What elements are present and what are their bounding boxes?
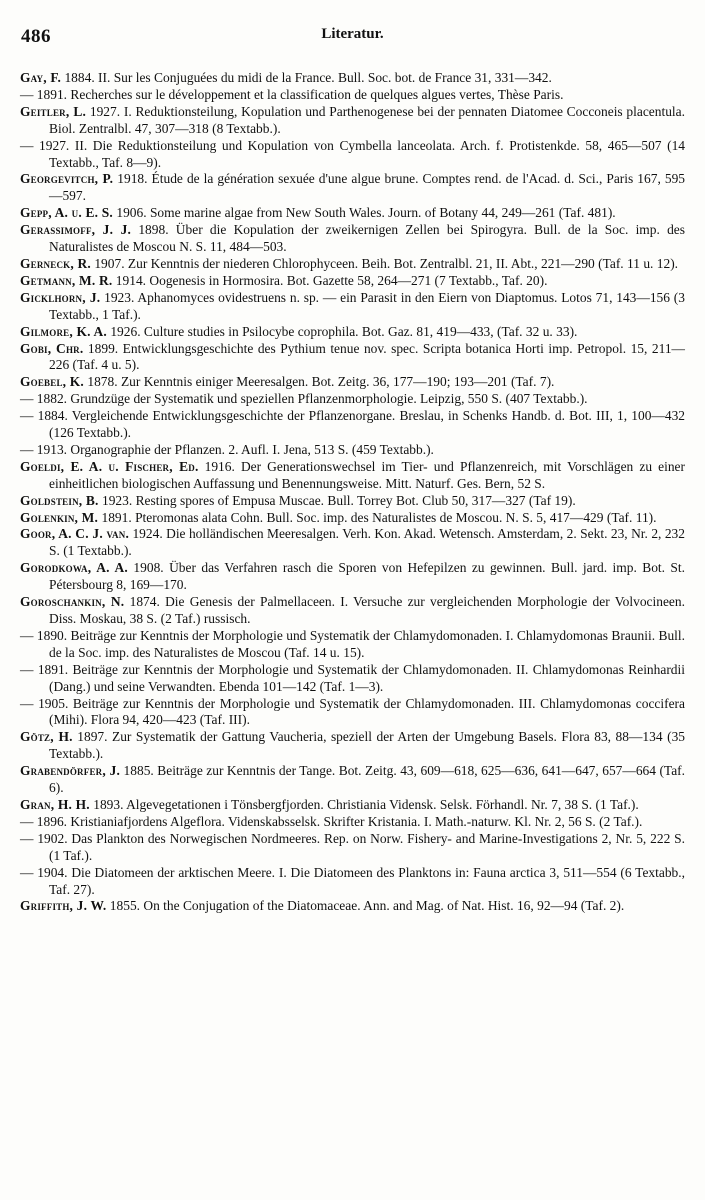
page-number: 486: [21, 26, 51, 47]
entry-citation: 1896. Kristianiafjordens Algeflora. Videnskabsselsk. Skrifter Kristania. I. Math.-naturw. Kl. Nr. 2, 56 S. (2 Taf.).: [36, 813, 643, 829]
entry-author: Gicklhorn, J.: [20, 289, 101, 305]
page-header: [20, 22, 685, 62]
bibliography-entry: [20, 560, 685, 594]
bibliography-entry: [20, 493, 685, 510]
entry-author: Getmann, M. R.: [20, 272, 113, 288]
entry-author: —: [20, 695, 39, 711]
bibliography-entry: [20, 526, 685, 560]
entry-author: —: [20, 441, 37, 457]
entry-author: Götz, H.: [20, 729, 73, 745]
entry-citation: 1923. Aphanomyces ovidestruens n. sp. — ein Parasit in den Eiern von Diaptomus. Lotos 71, 143—156 (3 Textabb., 1 Taf.).: [49, 289, 685, 322]
bibliography-entry: [20, 256, 685, 273]
entry-citation: 1905. Beiträge zur Kenntnis der Morphologie und Systematik der Chlamydomonaden. III. Chlamydomonas coccifera (Mihi). Flora 94, 420—423 (Taf. III).: [38, 695, 686, 728]
entry-citation: 1891. Recherches sur le développement et la classification de quelques algues vertes, Thèse Paris.: [36, 86, 564, 102]
bibliography-entry: [20, 459, 685, 493]
entry-citation: 1893. Algevegetationen i Tönsbergfjorden. Christiania Vidensk. Selsk. Förhandl. Nr. 7, 38 S. (1 Taf.).: [89, 796, 639, 812]
entry-author: Golenkin, M.: [20, 509, 99, 525]
entry-author: —: [20, 408, 38, 424]
entry-citation: 1884. II. Sur les Conjuguées du midi de la France. Bull. Soc. bot. de France 31, 331—342.: [61, 70, 552, 85]
entry-citation: 1891. Beiträge zur Kenntnis der Morphologie und Systematik der Chlamydomonaden. II. Chlamydomonas Reinhardii (Dang.) und seine Verwandten. Ebenda 101—142 (Taf. 1—3).: [37, 661, 685, 694]
bibliography-entry: [20, 628, 685, 662]
bibliography-entry: [20, 594, 685, 628]
entry-author: —: [20, 391, 37, 407]
entry-author: —: [20, 627, 37, 643]
entry-citation: 1906. Some marine algae from New South Wales. Journ. of Botany 44, 249—261 (Taf. 481).: [112, 205, 616, 221]
entry-citation: 1874. Die Genesis der Palmellaceen. I. Versuche zur vergleichenden Morphologie der Volvocineen. Diss. Moskau, 38 S. (2 Taf.) russisch.: [49, 594, 685, 626]
entry-citation: 1890. Beiträge zur Kenntnis der Morphologie und Systematik der Chlamydomonaden. I. Chlamydomonas Braunii. Bull. de la Soc. imp. des Naturalistes de Moscou (Taf. 14 u. 15).: [36, 627, 686, 660]
entry-citation: 1927. II. Die Reduktionsteilung und Kopulation von Cymbella lanceolata. Arch. f. Protistenkde. 58, 465—507 (14 Textabb., Taf. 8—9).: [39, 137, 686, 170]
bibliography-entry: [20, 70, 685, 87]
entry-author: Gepp, A. u. E. S.: [20, 205, 113, 221]
entry-citation: 1885. Beiträge zur Kenntnis der Tange. Bot. Zeitg. 43, 609—618, 625—636, 641—647, 657—664 (Taf. 6).: [49, 763, 686, 796]
entry-author: Georgevitch, P.: [20, 171, 114, 187]
bibliography-entry: [20, 324, 685, 341]
bibliography-entry: [20, 205, 685, 222]
bibliography-entry: [20, 104, 685, 138]
bibliography-entry: [20, 273, 685, 290]
entry-author: Gorodkowa, A. A.: [20, 560, 128, 576]
bibliography-entry: [20, 408, 685, 442]
entry-author: —: [20, 830, 38, 846]
bibliography-entry: [20, 797, 685, 814]
bibliography-entry: [20, 374, 685, 391]
entry-citation: 1882. Grundzüge der Systematik und speziellen Pflanzenmorphologie. Leipzig, 550 S. (407 Textabb.).: [36, 391, 588, 407]
entry-citation: 1891. Pteromonas alata Cohn. Bull. Soc. imp. des Naturalistes de Moscou. N. S. 5, 417—429 (Taf. 11).: [98, 509, 657, 525]
bibliography-entry: [20, 696, 685, 730]
entry-author: Goroschankin, N.: [20, 594, 125, 610]
entry-author: Gilmore, K. A.: [20, 323, 107, 339]
entry-author: Gran, H. H.: [20, 796, 90, 812]
entry-author: Grabendörfer, J.: [20, 763, 121, 779]
bibliography-entry: [20, 865, 685, 899]
entry-citation: 1923. Resting spores of Empusa Muscae. Bull. Torrey Bot. Club 50, 317—327 (Taf 19).: [98, 492, 576, 508]
entry-author: —: [20, 137, 40, 153]
entry-citation: 1898. Über die Kopulation der zweikernigen Zellen bei Spirogyra. Bull. de la Soc. imp. des Naturalistes de Moscou N. S. 11, 484—503.: [49, 222, 685, 255]
running-head: Literatur.: [321, 26, 384, 42]
bibliography-entry: [20, 662, 685, 696]
bibliography-entry: [20, 442, 685, 459]
entry-author: Goeldi, E. A. u. Fischer, Ed.: [20, 458, 199, 474]
entry-citation: 1916. Der Generationswechsel im Tier- und Pflanzenreich, mit Vorschlägen zu einer einheitlichen biologischen Auffassung und Benennungsweise. Mitt. Naturf. Ges. Bern, 52 S.: [49, 458, 685, 491]
bibliography-entry: [20, 391, 685, 408]
entry-citation: 1927. I. Reduktionsteilung, Kopulation und Parthenogenese bei der pennaten Diatomee Cocconeis placentula. Biol. Zentralbl. 47, 307—318 (8 Textabb.).: [49, 103, 685, 136]
entry-citation: 1926. Culture studies in Psilocybe coprophila. Bot. Gaz. 81, 419—433, (Taf. 32 u. 33).: [106, 323, 578, 339]
entry-author: —: [20, 86, 37, 102]
entry-author: Goebel, K.: [20, 374, 84, 390]
bibliography-entry: [20, 831, 685, 865]
bibliography-list: [20, 70, 685, 915]
entry-citation: 1914. Oogenesis in Hormosira. Bot. Gazette 58, 264—271 (7 Textabb., Taf. 20).: [112, 272, 548, 288]
entry-citation: 1884. Vergleichende Entwicklungsgeschichte der Pflanzenorgane. Breslau, in Schenks Handb. d. Bot. III, 1, 100—432 (126 Textabb.).: [37, 408, 686, 441]
entry-citation: 1918. Étude de la génération sexuée d'une algue brune. Comptes rend. de l'Acad. d. Sci., Paris 167, 595—597.: [49, 171, 686, 204]
entry-citation: 1897. Zur Systematik der Gattung Vaucheria, speziell der Arten der Umgebung Basels. Flora 83, 88—134 (35 Textabb.).: [49, 729, 686, 762]
entry-citation: 1908. Über das Verfahren rasch die Sporen von Hefepilzen zu gewinnen. Bull. jard. imp. Bot. St. Pétersbourg 8, 169—170.: [49, 560, 685, 593]
entry-citation: 1902. Das Plankton des Norwegischen Nordmeeres. Rep. on Norw. Fishery- and Marine-Investigations 2, Nr. 5, 222 S. (1 Taf.).: [37, 830, 685, 863]
bibliography-entry: [20, 138, 685, 172]
entry-author: —: [20, 661, 38, 677]
entry-author: Geitler, L.: [20, 103, 87, 119]
entry-author: Griffith, J. W.: [20, 898, 107, 914]
entry-author: —: [20, 864, 38, 880]
bibliography-entry: [20, 510, 685, 527]
entry-author: Gerneck, R.: [20, 255, 91, 271]
entry-citation: 1855. On the Conjugation of the Diatomaceae. Ann. and Mag. of Nat. Hist. 16, 92—94 (Taf. 2).: [106, 898, 625, 914]
entry-citation: 1904. Die Diatomeen der arktischen Meere. I. Die Diatomeen des Planktons in: Fauna arctica 3, 511—554 (6 Textabb., Taf. 27).: [37, 864, 685, 897]
bibliography-entry: [20, 87, 685, 104]
entry-citation: 1878. Zur Kenntnis einiger Meeresalgen. Bot. Zeitg. 36, 177—190; 193—201 (Taf. 7).: [84, 374, 555, 390]
entry-author: Goor, A. C. J. van.: [20, 526, 130, 542]
entry-citation: 1907. Zur Kenntnis der niederen Chlorophyceen. Beih. Bot. Zentralbl. 21, II. Abt., 221—290 (Taf. 11 u. 12).: [90, 255, 679, 271]
entry-author: Gobi, Chr.: [20, 340, 84, 356]
bibliography-entry: [20, 341, 685, 375]
entry-citation: 1924. Die holländischen Meeresalgen. Verh. Kon. Akad. Wetensch. Amsterdam, 2. Sekt. 23, Nr. 2, 232 S. (1 Textabb.).: [49, 526, 685, 559]
entry-author: Goldstein, B.: [20, 492, 99, 508]
bibliography-entry: [20, 729, 685, 763]
entry-citation: 1899. Entwicklungsgeschichte des Pythium tenue nov. spec. Scripta botanica Horti imp. Petropol. 15, 211—226 (Taf. 4 u. 5).: [49, 340, 685, 373]
entry-author: Gay, F.: [20, 70, 62, 85]
bibliography-entry: [20, 814, 685, 831]
bibliography-entry: [20, 222, 685, 256]
bibliography-entry: [20, 898, 685, 915]
entry-citation: 1913. Organographie der Pflanzen. 2. Aufl. I. Jena, 513 S. (459 Textabb.).: [36, 441, 434, 457]
bibliography-entry: [20, 171, 685, 205]
entry-author: —: [20, 813, 37, 829]
entry-author: Gerassimoff, J. J.: [20, 222, 132, 238]
bibliography-entry: [20, 290, 685, 324]
bibliography-entry: [20, 763, 685, 797]
